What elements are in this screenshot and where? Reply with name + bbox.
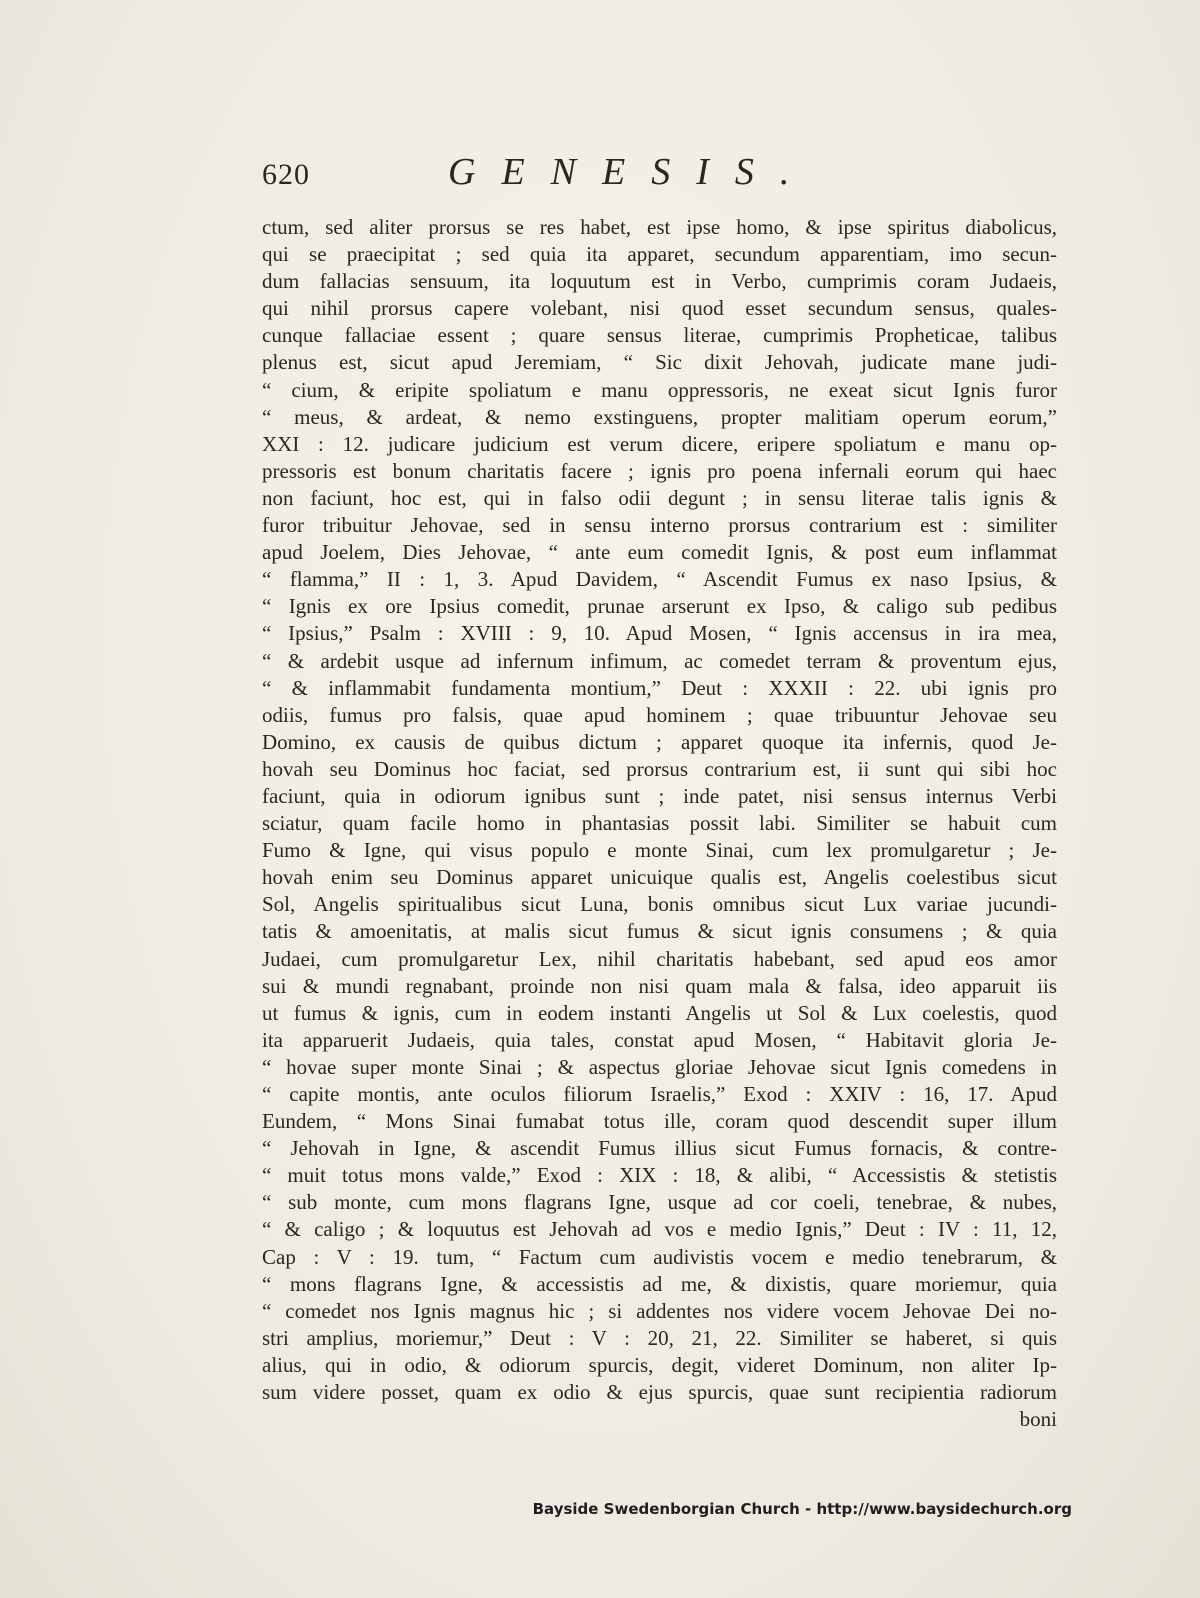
text-line: “ & ardebit usque ad infernum infimum, ac comedet terram & proventum ejus, (262, 648, 1057, 673)
text-line: Judaei, cum promulgaretur Lex, nihil charitatis habebant, sed apud eos amor (262, 946, 1057, 971)
text-line: “ cium, & eripite spoliatum e manu oppressoris, ne exeat sicut Ignis furor (262, 377, 1057, 402)
text-line: cunque fallaciae essent ; quare sensus literae, cumprimis Propheticae, talibus (262, 323, 1057, 348)
text-line: plenus est, sicut apud Jeremiam, “ Sic dixit Jehovah, judicate mane judi- (262, 350, 1057, 375)
text-line: ita apparuerit Judaeis, quia tales, constat apud Mosen, “ Habitavit gloria Je- (262, 1027, 1057, 1052)
text-line: XXI : 12. judicare judicium est verum dicere, eripere spoliatum e manu op- (262, 431, 1057, 456)
text-line: ctum, sed aliter prorsus se res habet, est ipse homo, & ipse spiritus diabolicus, (262, 215, 1057, 239)
text-line: sui & mundi regnabant, proinde non nisi quam mala & falsa, ideo apparuit iis (262, 973, 1057, 998)
text-line: qui nihil prorsus capere volebant, nisi quod esset secundum sensus, quales- (262, 296, 1057, 321)
text-line: “ mons flagrans Igne, & accessistis ad me, & dixistis, quare moriemur, quia (262, 1271, 1057, 1296)
text-line: hovah seu Dominus hoc faciat, sed prorsus contrarium est, ii sunt qui sibi hoc (262, 756, 1057, 781)
text-line: “ & inflammabit fundamenta montium,” Deut : XXXII : 22. ubi ignis pro (262, 675, 1057, 700)
text-line: hovah enim seu Dominus apparet unicuique qualis est, Angelis coelestibus sicut (262, 865, 1057, 890)
text-line: Fumo & Igne, qui visus populo e monte Sinai, cum lex promulgaretur ; Je- (262, 838, 1057, 863)
text-line: Eundem, “ Mons Sinai fumabat totus ille, coram quod descendit super illum (262, 1109, 1057, 1134)
text-line: “ & caligo ; & loquutus est Jehovah ad vos e medio Ignis,” Deut : IV : 11, 12, (262, 1217, 1057, 1242)
text-line: “ meus, & ardeat, & nemo exstinguens, propter malitiam operum eorum,” (262, 404, 1057, 429)
footer-credit[interactable]: Bayside Swedenborgian Church - http://www.baysidechurch.org (532, 1500, 1072, 1518)
text-line: “ comedet nos Ignis magnus hic ; si addentes nos videre vocem Jehovae Dei no- (262, 1298, 1057, 1323)
body-text (262, 214, 1057, 1433)
text-line: Cap : V : 19. tum, “ Factum cum audivistis vocem e medio tenebrarum, & (262, 1244, 1057, 1269)
text-line: non faciunt, hoc est, qui in falso odii degunt ; in sensu literae talis ignis & (262, 485, 1057, 510)
text-line: sciatur, quam facile homo in phantasias possit labi. Similiter se habuit cum (262, 811, 1057, 836)
text-line: tatis & amoenitatis, at malis sicut fumus & sicut ignis consumens ; & quia (262, 919, 1057, 944)
text-line: Sol, Angelis spiritualibus sicut Luna, bonis omnibus sicut Lux variae jucundi- (262, 892, 1057, 917)
text-line: ut fumus & ignis, cum in eodem instanti Angelis ut Sol & Lux coelestis, quod (262, 1000, 1057, 1025)
text-line: “ sub monte, cum mons flagrans Igne, usque ad cor coeli, tenebrae, & nubes, (262, 1190, 1057, 1215)
text-line: “ flamma,” II : 1, 3. Apud Davidem, “ Ascendit Fumus ex naso Ipsius, & (262, 567, 1057, 592)
text-line: stri amplius, moriemur,” Deut : V : 20, 21, 22. Similiter se haberet, si quis (262, 1325, 1057, 1350)
text-line: odiis, fumus pro falsis, quae apud hominem ; quae tribuuntur Jehovae seu (262, 702, 1057, 727)
text-line: faciunt, quia in odiorum ignibus sunt ; inde patet, nisi sensus internus Verbi (262, 783, 1057, 808)
text-line: “ capite montis, ante oculos filiorum Israelis,” Exod : XXIV : 16, 17. Apud (262, 1082, 1057, 1106)
text-line: pressoris est bonum charitatis facere ; ignis pro poena infernali eorum qui haec (262, 458, 1057, 483)
running-header (262, 150, 1062, 200)
text-line: “ Ipsius,” Psalm : XVIII : 9, 10. Apud Mosen, “ Ignis accensus in ira mea, (262, 621, 1057, 646)
text-line: “ hovae super monte Sinai ; & aspectus gloriae Jehovae sicut Ignis comedens in (262, 1054, 1057, 1079)
text-line: alius, qui in odio, & odiorum spurcis, degit, videret Dominum, non aliter Ip- (262, 1352, 1057, 1377)
text-line: qui se praecipitat ; sed quia ita apparet, secundum apparentiam, imo secun- (262, 242, 1057, 267)
text-line: “ Ignis ex ore Ipsius comedit, prunae arserunt ex Ipso, & caligo sub pedibus (262, 594, 1057, 619)
text-line: sum videre posset, quam ex odio & ejus spurcis, quae sunt recipientia radiorum (262, 1380, 1057, 1405)
text-line: furor tribuitur Jehovae, sed in sensu interno prorsus contrarium est : similiter (262, 513, 1057, 538)
text-line: Domino, ex causis de quibus dictum ; apparet quoque ita infernis, quod Je- (262, 729, 1057, 754)
text-line: dum fallacias sensuum, ita loquutum est in Verbo, cumprimis coram Judaeis, (262, 269, 1057, 294)
catchword: boni (1019, 1407, 1057, 1432)
running-title: GENESIS. (448, 151, 816, 193)
text-line: “ muit totus mons valde,” Exod : XIX : 18, & alibi, “ Accessistis & stetistis (262, 1163, 1057, 1188)
text-line: “ Jehovah in Igne, & ascendit Fumus illius sicut Fumus fornacis, & contre- (262, 1136, 1057, 1161)
text-line: apud Joelem, Dies Jehovae, “ ante eum comedit Ignis, & post eum inflammat (262, 540, 1057, 565)
page-number: 620 (262, 158, 310, 191)
